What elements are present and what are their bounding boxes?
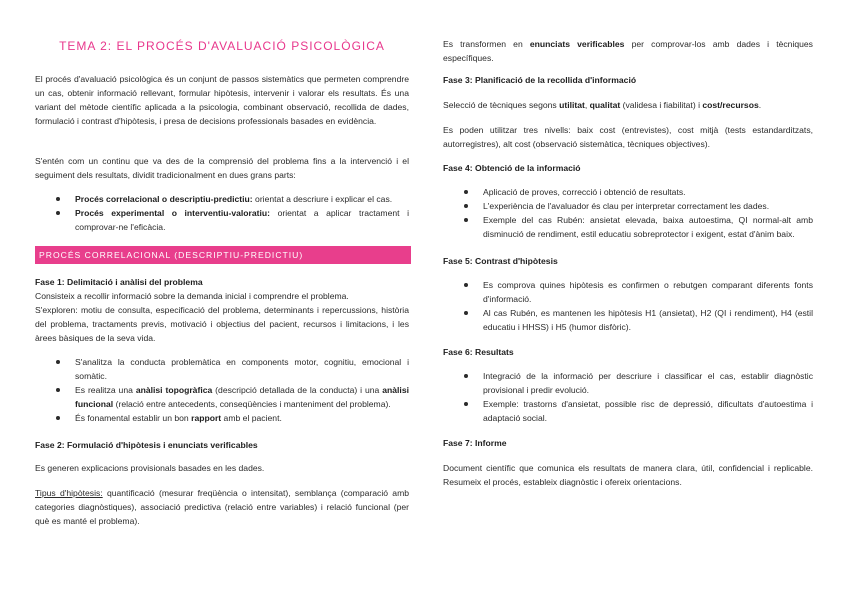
term: rapport	[191, 413, 222, 423]
term: anàlisi funcional	[75, 385, 409, 409]
phase1-line2: S'exploren: motiu de consulta, especificació del problema, determinants i repercussions, història del problema, tractaments previs, motivació i objectius del pacient, recursos i limitacions, i les àrees bàsiques de la seva vida.	[35, 305, 409, 343]
phase2-heading: Fase 2: Formulació d'hipòtesis i enunciats verificables	[35, 440, 258, 450]
list-item	[35, 383, 409, 411]
term: qualitat	[589, 100, 621, 110]
phase3-heading: Fase 3: Planificació de la recollida d'informació	[443, 75, 637, 85]
phase5-heading: Fase 5: Contrast d'hipòtesis	[443, 256, 558, 266]
term: utilitat	[559, 100, 585, 110]
phase6-heading: Fase 6: Resultats	[443, 347, 514, 357]
text: .	[758, 100, 762, 110]
list-item: Exemple: trastorns d'ansietat, possible risc de depressió, dificultats d'autoestima i adaptació social.	[443, 397, 813, 425]
list-item: Aplicació de proves, correcció i obtenció de resultats.	[443, 185, 813, 199]
list-item: Integració de la informació per descriure i classificar el cas, establir diagnòstic provisional i predir evolució.	[443, 369, 813, 397]
list-item	[35, 206, 409, 234]
term: enunciats verificables	[529, 39, 625, 49]
phase3-line2: Es poden utilitzar tres nivells: baix cost (entrevistes), cost mitjà (tests estandarditzats, autorregistres), alt cost (observació sistemàtica, tècniques objectives).	[443, 125, 813, 149]
list-item: Al cas Rubén, es mantenen les hipòtesis H1 (ansietat), H2 (QI i rendiment), H4 (estil educatiu i HHSS) i H5 (humor disfòric).	[443, 306, 813, 334]
types-label: Tipus d'hipòtesis:	[35, 488, 103, 498]
list-item	[35, 411, 409, 425]
types-text: quantificació (mesurar freqüència o intensitat), semblança (comparació amb categories diagnòstiques), associació predictiva (relació entre variables) i relació funcional (per què es manté el problema).	[35, 488, 410, 526]
phase1-line1: Consisteix a recollir informació sobre la demanda inicial i comprendre el problema.	[35, 291, 349, 301]
text: (relació entre antecedents, conseqüències i manteniment del problema).	[113, 399, 391, 409]
parts-list	[35, 192, 409, 234]
list-item: Es comprova quines hipòtesis es confirmen o rebutgen comparant diferents fonts d'informació.	[443, 278, 813, 306]
part-title: Procés correlacional o descriptiu-predictiu:	[75, 194, 253, 204]
phase4-heading: Fase 4: Obtenció de la informació	[443, 163, 581, 173]
continuum-paragraph: S'entén com un continu que va des de la comprensió del problema fins a la intervenció i el seguiment dels resultats, dividit tradicionalment en dues grans parts:	[35, 156, 409, 180]
phase7-heading: Fase 7: Informe	[443, 438, 507, 448]
text: per comprovar-los amb dades i tècniques específiques.	[443, 39, 813, 63]
text: Es transformen en	[443, 39, 530, 49]
list-item: L'experiència de l'avaluador és clau per interpretar correctament les dades.	[443, 199, 813, 213]
phase7-line1: Document científic que comunica els resultats de manera clara, útil, confidencial i replicable. Resumeix el procés, estableix diagnòstic i ofereix orientacions.	[443, 463, 813, 487]
list-item: Exemple del cas Rubén: ansietat elevada, baixa autoestima, QI normal-alt amb disminució de rendiment, estil educatiu sobreprotector i exigent, estat d'ànim baix.	[443, 213, 813, 241]
text: (descripció detallada de la conducta) i una	[212, 385, 383, 395]
phase5-list	[443, 278, 813, 334]
part-text: orientat a aplicar tractament i comprovar-ne l'eficàcia.	[75, 208, 409, 232]
page-title: TEMA 2: EL PROCÉS D'AVALUACIÓ PSICOLÒGICA	[59, 39, 385, 53]
text: Es realitza una	[75, 385, 136, 395]
part-title: Procés experimental o interventiu-valoratiu:	[75, 208, 271, 218]
text: amb el pacient.	[221, 413, 282, 423]
phase1-heading: Fase 1: Delimitació i anàlisi del problema	[35, 277, 203, 287]
phase4-list	[443, 185, 813, 241]
phase6-list	[443, 369, 813, 425]
text: Selecció de tècniques segons	[443, 100, 560, 110]
part-text: orientat a descriure i explicar el cas.	[252, 194, 393, 204]
verifiable-paragraph	[443, 37, 813, 65]
phase2-line1: Es generen explicacions provisionals basades en les dades.	[35, 463, 265, 473]
section-banner: PROCÉS CORRELACIONAL (DESCRIPTIU-PREDICTIU)	[35, 246, 411, 264]
text: (validesa i fiabilitat) i	[620, 100, 703, 110]
text: ,	[584, 100, 590, 110]
list-item: S'analitza la conducta problemàtica en components motor, cognitiu, emocional i somàtic.	[35, 355, 409, 383]
phase1-list	[35, 355, 409, 425]
intro-paragraph: El procés d'avaluació psicològica és un conjunt de passos sistemàtics que permeten comprendre un cas, obtenir informació rellevant, formular hipòtesis, intervenir i valorar els resultats. És una variant del mètode científic aplicada a la psicologia, combinant observació, recollida de dades, formulació i contrast d'hipòtesis, i presa de decisions professionals basades en evidència.	[35, 74, 409, 126]
phase3-line1	[443, 98, 813, 112]
term: cost/recursos	[702, 100, 759, 110]
text: És fonamental establir un bon	[75, 413, 192, 423]
term: anàlisi topogràfica	[135, 385, 213, 395]
hypothesis-types	[35, 486, 409, 528]
list-item	[35, 192, 409, 206]
